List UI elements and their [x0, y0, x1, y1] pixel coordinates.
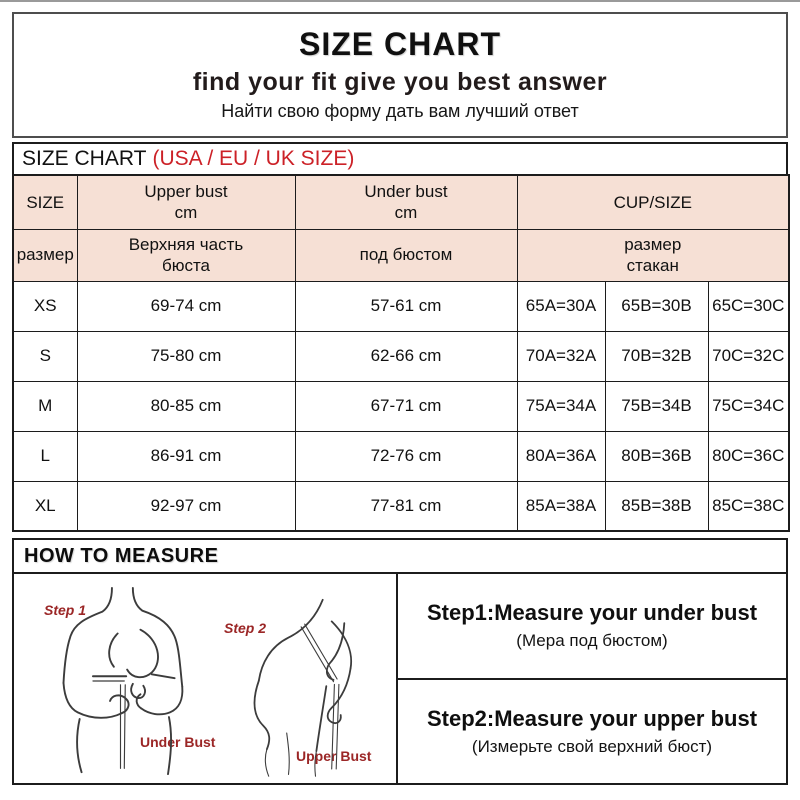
cell-upper-bust: 86-91 cm [77, 431, 295, 481]
header-upper-bust-ru-line1: Верхняя часть [128, 234, 244, 254]
table-row-l [13, 431, 789, 481]
cell-cup-b: 80B=36B [605, 431, 708, 481]
step2-text-en: Step2:Measure your upper bust [426, 705, 758, 731]
cell-under-bust: 72-76 cm [295, 431, 517, 481]
cell-upper-bust: 75-80 cm [77, 331, 295, 381]
header-cup-ru-line2: стакан [626, 256, 679, 275]
header-cup-size-en: CUP/SIZE [517, 175, 789, 229]
cell-under-bust: 57-61 cm [295, 281, 517, 331]
step2-figure-label: Step 2 [224, 620, 267, 636]
cell-size: M [13, 381, 77, 431]
page-subtitle: find your fit give you best answer [192, 68, 608, 96]
header-size-en: SIZE [13, 175, 77, 229]
cell-upper-bust: 80-85 cm [77, 381, 295, 431]
table-row-xs [13, 281, 789, 331]
chart-title-black: SIZE CHART [22, 147, 147, 170]
header-cup-ru-line1: размер [624, 234, 682, 254]
under-bust-figure-label: Under Bust [140, 734, 216, 750]
header-upper-bust-line1: Upper bust [144, 182, 228, 201]
table-header-row-en [13, 175, 789, 229]
top-edge-line [0, 0, 800, 2]
cell-cup-b: 75B=34B [605, 381, 708, 431]
cell-size: S [13, 331, 77, 381]
table-row-m [13, 381, 789, 431]
upper-bust-figure-label: Upper Bust [296, 748, 372, 764]
how-to-measure-section [12, 538, 788, 785]
chart-title-red: (USA / EU / UK SIZE) [152, 147, 355, 170]
cell-cup-b: 85B=38B [605, 481, 708, 531]
page-title: SIZE CHART [299, 26, 501, 62]
header-upper-bust-line2: cm [174, 203, 198, 223]
header-upper-bust-ru-line2: бюста [161, 256, 211, 275]
table-header-row-ru [13, 229, 789, 281]
header-under-bust-line1: Under bust [364, 182, 448, 201]
step2-instruction [398, 680, 786, 784]
cell-cup-a: 70A=32A [517, 331, 605, 381]
header-cup-size-ru [517, 229, 789, 281]
header-under-bust-en [295, 175, 517, 229]
cell-cup-a: 65A=30A [517, 281, 605, 331]
cell-under-bust: 62-66 cm [295, 331, 517, 381]
cell-cup-c: 80C=36C [708, 431, 789, 481]
cell-cup-c: 65C=30C [708, 281, 789, 331]
cell-upper-bust: 92-97 cm [77, 481, 295, 531]
cell-size: XS [13, 281, 77, 331]
chart-title-row [12, 142, 788, 174]
cell-cup-c: 70C=32C [708, 331, 789, 381]
table-row-s [13, 331, 789, 381]
header-size-ru: размер [13, 229, 77, 281]
cell-upper-bust: 69-74 cm [77, 281, 295, 331]
how-to-measure-title: HOW TO MEASURE [14, 540, 786, 574]
measure-figures-panel [14, 574, 396, 783]
cell-cup-b: 65B=30B [605, 281, 708, 331]
header-upper-bust-en [77, 175, 295, 229]
cell-cup-a: 85A=38A [517, 481, 605, 531]
step1-text-ru: (Мера под бюстом) [516, 631, 668, 651]
cell-under-bust: 77-81 cm [295, 481, 517, 531]
cell-cup-a: 80A=36A [517, 431, 605, 481]
step2-upper-bust-figure-illustration [210, 598, 385, 778]
cell-cup-b: 70B=32B [605, 331, 708, 381]
hero-header-box [12, 12, 788, 138]
table-row-xl [13, 481, 789, 531]
cell-cup-c: 85C=38C [708, 481, 789, 531]
step1-figure-label: Step 1 [44, 602, 87, 618]
header-under-bust-ru: под бюстом [295, 229, 517, 281]
header-under-bust-line2: cm [394, 203, 418, 223]
step1-instruction [398, 574, 786, 680]
cell-cup-a: 75A=34A [517, 381, 605, 431]
step2-text-ru: (Измерьте свой верхний бюст) [471, 736, 713, 756]
cell-size: L [13, 431, 77, 481]
step1-under-bust-figure-illustration [28, 586, 216, 776]
measure-steps-panel [396, 574, 786, 783]
cell-size: XL [13, 481, 77, 531]
cell-under-bust: 67-71 cm [295, 381, 517, 431]
page-subtitle-russian: Найти свою форму дать вам лучший ответ [221, 101, 579, 121]
header-upper-bust-ru [77, 229, 295, 281]
step1-text-en: Step1:Measure your under bust [426, 600, 758, 626]
cell-cup-c: 75C=34C [708, 381, 789, 431]
size-table [12, 174, 790, 532]
